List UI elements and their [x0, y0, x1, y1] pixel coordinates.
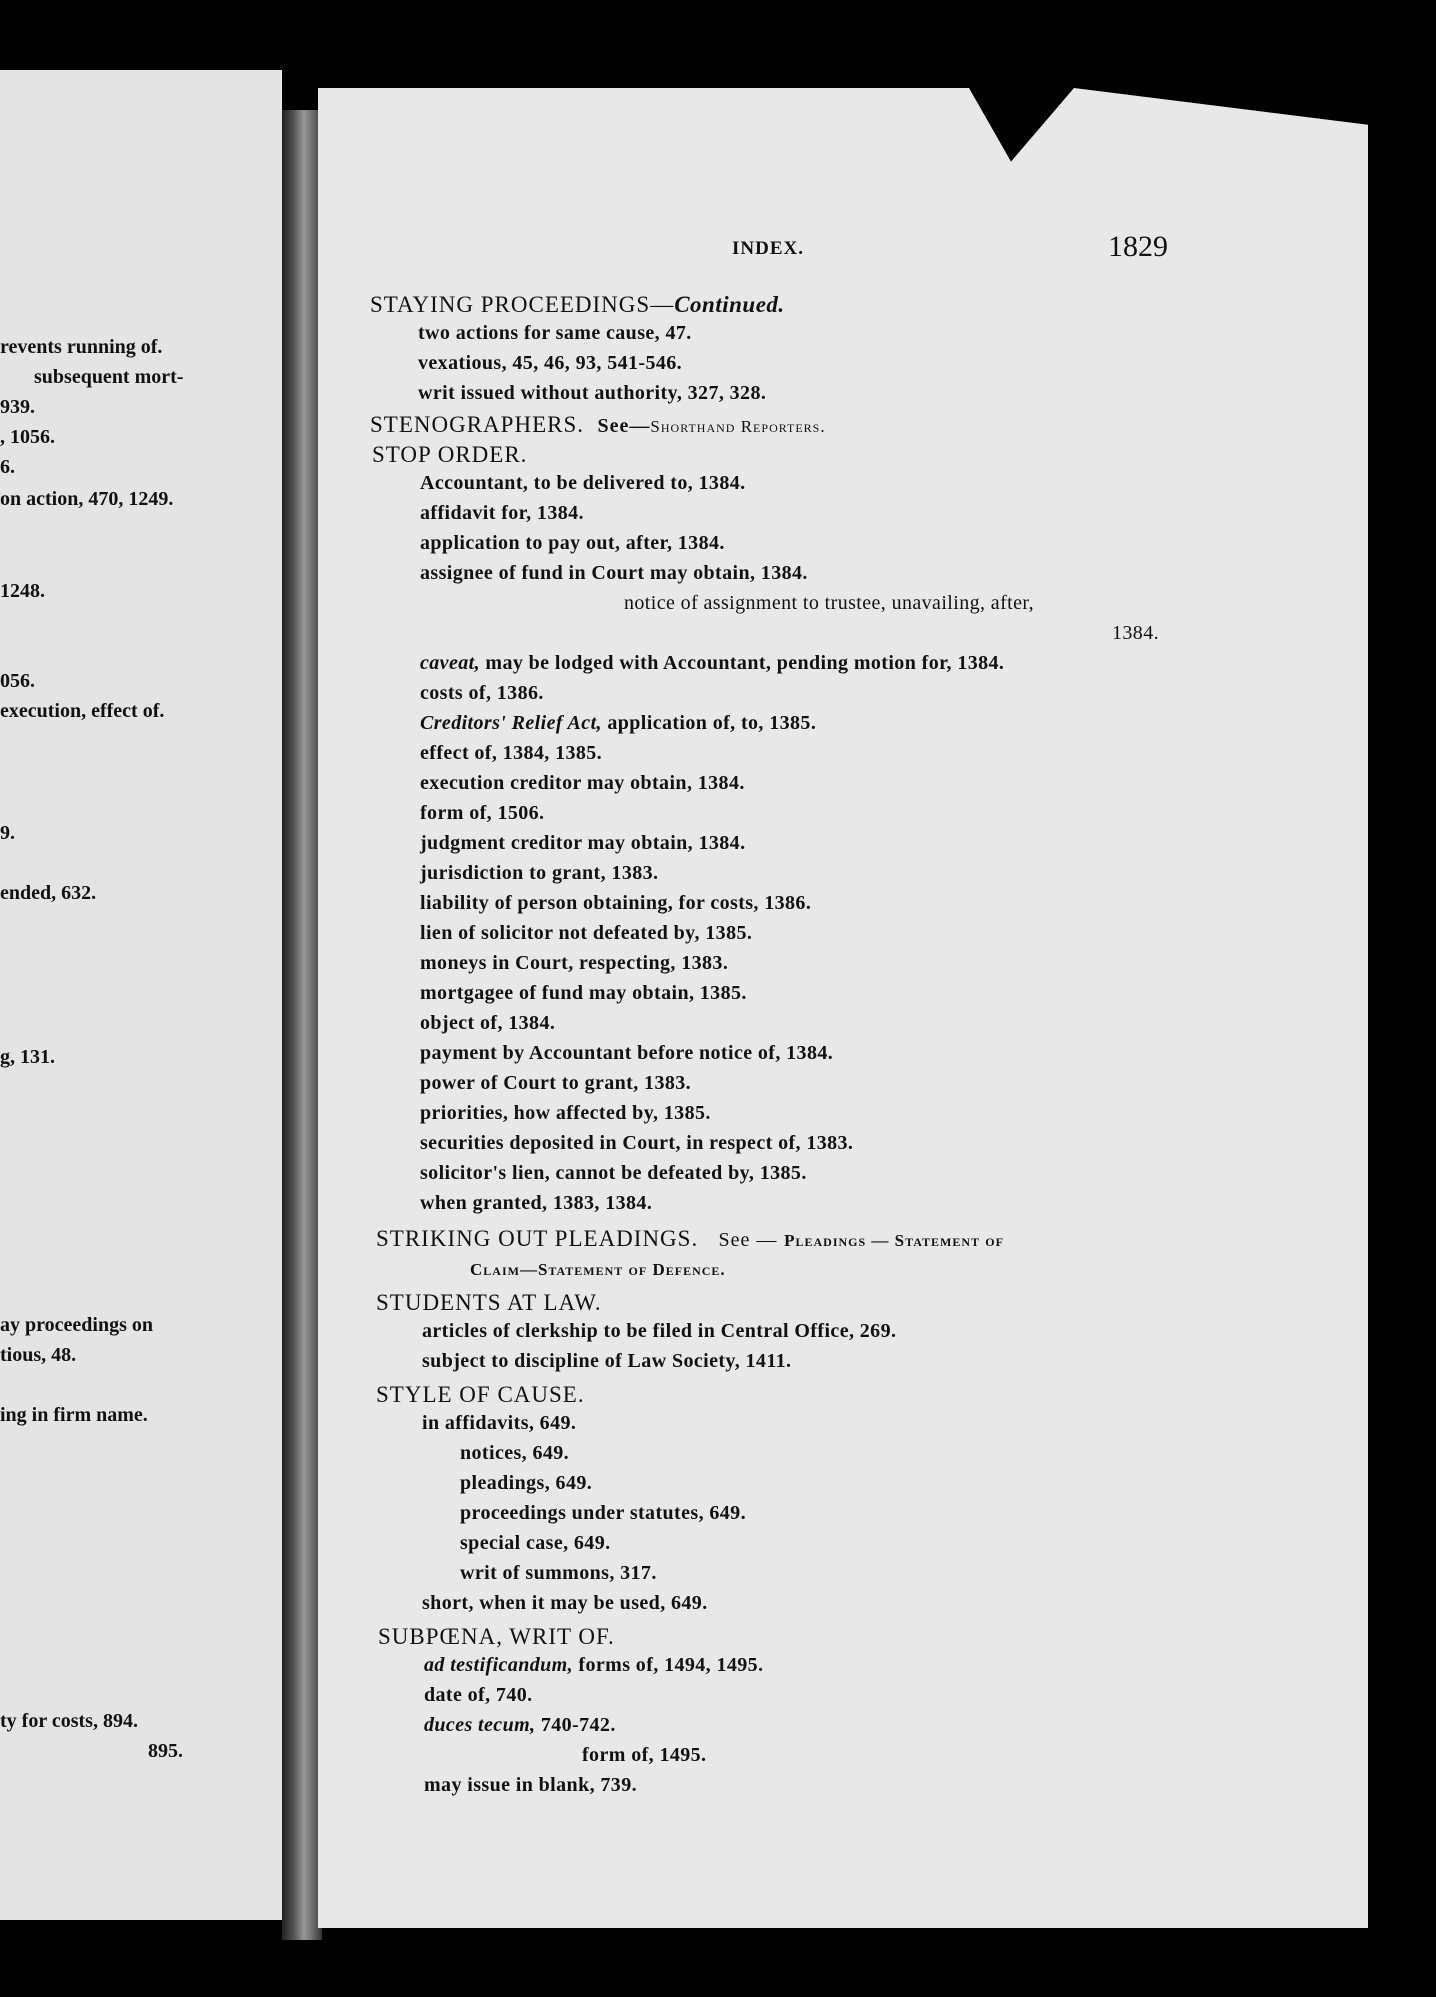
index-subentry: jurisdiction to grant, 1383. [420, 862, 659, 884]
left-text-line: ty for costs, 894. [0, 1710, 138, 1732]
left-text-line: execution, effect of. [0, 700, 165, 722]
index-subentry: Creditors' Relief Act, application of, to, 1385. [420, 712, 817, 734]
left-text-line: on action, 470, 1249. [0, 488, 174, 510]
left-text-line: , 1056. [0, 426, 55, 448]
index-subentry: date of, 740. [424, 1684, 533, 1706]
index-subentry: moneys in Court, respecting, 1383. [420, 952, 729, 974]
left-text-line: g, 131. [0, 1046, 55, 1068]
running-header: INDEX. [732, 238, 804, 259]
index-subentry: lien of solicitor not defeated by, 1385. [420, 922, 753, 944]
left-text-line: ing in firm name. [0, 1404, 148, 1426]
index-subentry: payment by Accountant before notice of, 1384. [420, 1042, 834, 1064]
index-subentry: execution creditor may obtain, 1384. [420, 772, 745, 794]
index-subentry: ad testificandum, forms of, 1494, 1495. [424, 1654, 764, 1676]
index-subentry: 1384. [1112, 622, 1159, 644]
left-text-line: revents running of. [0, 336, 163, 358]
index-subentry: proceedings under statutes, 649. [460, 1502, 746, 1524]
index-subentry: power of Court to grant, 1383. [420, 1072, 692, 1094]
left-text-line: 939. [0, 396, 35, 418]
index-subentry: liability of person obtaining, for costs, 1386. [420, 892, 812, 914]
index-heading: STOP ORDER. [372, 442, 528, 467]
left-text-line: 9. [0, 822, 15, 844]
index-subentry: costs of, 1386. [420, 682, 544, 704]
index-subentry: duces tecum, 740-742. [424, 1714, 616, 1736]
index-subentry: priorities, how affected by, 1385. [420, 1102, 711, 1124]
index-subentry: assignee of fund in Court may obtain, 1384. [420, 562, 808, 584]
index-subentry: two actions for same cause, 47. [418, 322, 692, 344]
left-text-line: subsequent mort- [34, 366, 184, 388]
left-text-line: ay proceedings on [0, 1314, 153, 1336]
index-subentry: subject to discipline of Law Society, 1411. [422, 1350, 792, 1372]
index-subentry: special case, 649. [460, 1532, 611, 1554]
left-text-line: 895. [148, 1740, 183, 1762]
index-subentry: vexatious, 45, 46, 93, 541-546. [418, 352, 683, 374]
index-subentry: notices, 649. [460, 1442, 570, 1464]
book-spine [282, 110, 322, 1940]
index-subentry: when granted, 1383, 1384. [420, 1192, 653, 1214]
index-heading: STENOGRAPHERS. See—Shorthand Reporters. [370, 412, 826, 437]
index-subentry: affidavit for, 1384. [420, 502, 584, 524]
index-heading: STUDENTS AT LAW. [376, 1290, 602, 1315]
index-heading: STYLE OF CAUSE. [376, 1382, 585, 1407]
index-subentry: Claim—Statement of Defence. [470, 1260, 726, 1279]
index-subentry: effect of, 1384, 1385. [420, 742, 603, 764]
left-text-line: ended, 632. [0, 882, 97, 904]
index-subentry: application to pay out, after, 1384. [420, 532, 725, 554]
index-subentry: writ issued without authority, 327, 328. [418, 382, 767, 404]
left-text-line: 6. [0, 456, 15, 478]
index-heading: SUBPŒNA, WRIT OF. [378, 1624, 615, 1649]
page-number: 1829 [1108, 230, 1168, 263]
index-subentry: short, when it may be used, 649. [422, 1592, 708, 1614]
index-subentry: writ of summons, 317. [460, 1562, 657, 1584]
left-text-line: tious, 48. [0, 1344, 77, 1366]
index-subentry: object of, 1384. [420, 1012, 556, 1034]
left-page [0, 70, 282, 1920]
index-subentry: solicitor's lien, cannot be defeated by, 1385. [420, 1162, 807, 1184]
index-subentry: securities deposited in Court, in respect of, 1383. [420, 1132, 854, 1154]
index-subentry: pleadings, 649. [460, 1472, 593, 1494]
index-subentry: form of, 1495. [582, 1744, 707, 1766]
index-heading: STRIKING OUT PLEADINGS. See — Pleadings — Statement of [376, 1226, 1004, 1251]
left-text-line: 056. [0, 670, 35, 692]
index-heading: STAYING PROCEEDINGS—Continued. [370, 292, 785, 317]
index-subentry: in affidavits, 649. [422, 1412, 577, 1434]
index-subentry: mortgagee of fund may obtain, 1385. [420, 982, 747, 1004]
index-subentry: judgment creditor may obtain, 1384. [420, 832, 746, 854]
index-subentry: articles of clerkship to be filed in Central Office, 269. [422, 1320, 897, 1342]
index-subentry: caveat, may be lodged with Accountant, pending motion for, 1384. [420, 652, 1005, 674]
index-subentry: may issue in blank, 739. [424, 1774, 637, 1796]
index-subentry: Accountant, to be delivered to, 1384. [420, 472, 746, 494]
index-subentry: form of, 1506. [420, 802, 545, 824]
left-text-line: 1248. [0, 580, 45, 602]
index-subentry: notice of assignment to trustee, unavailing, after, [624, 592, 1035, 614]
